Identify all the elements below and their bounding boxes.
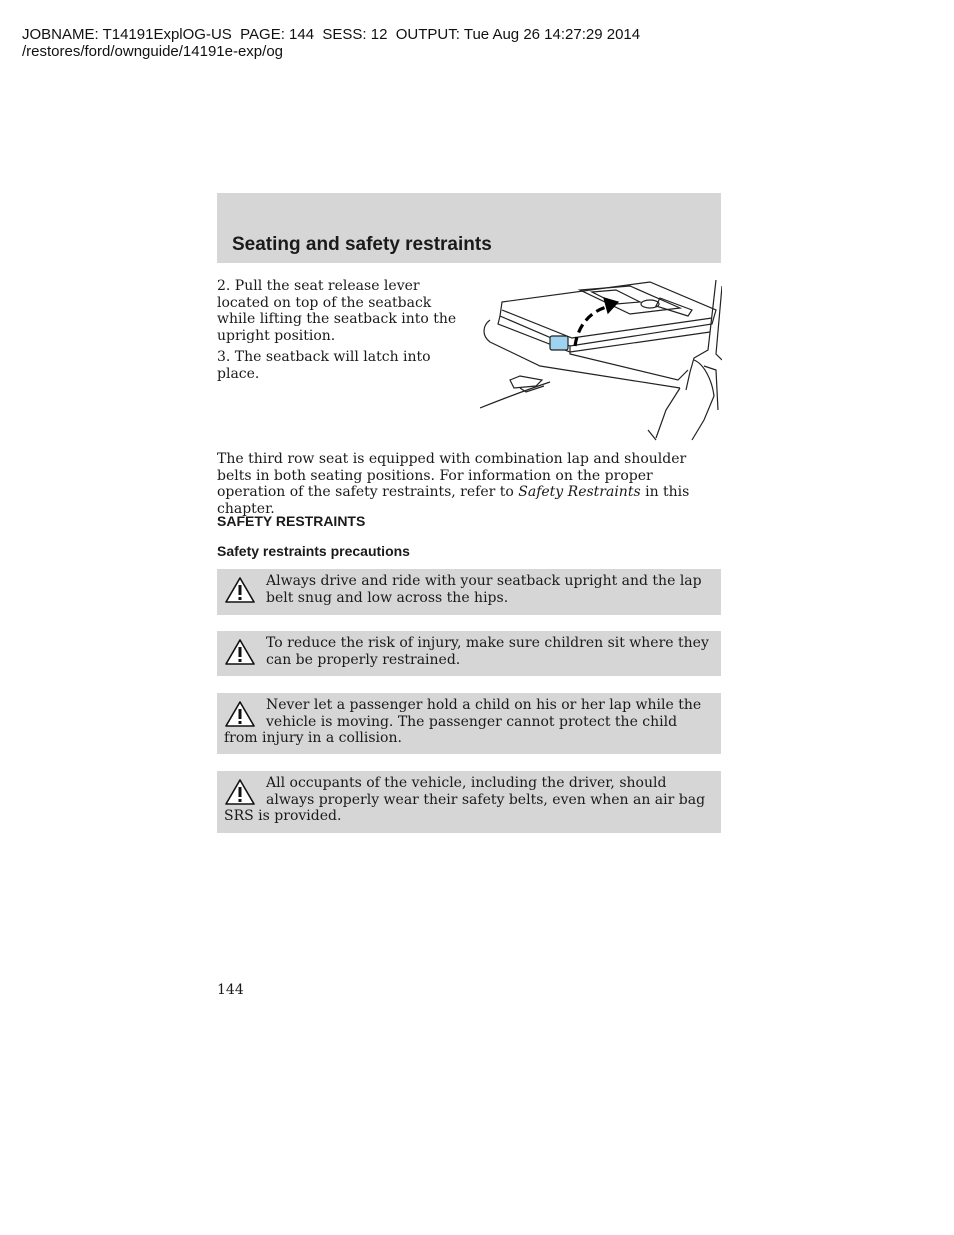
- step-2: 2. Pull the seat release lever located on top of the seatback while lifting the seatback into the upright position.: [217, 278, 457, 344]
- intro-text-end: in this chapter.: [217, 484, 690, 517]
- warning-text: Never let a passenger hold a child on his or her lap while the vehicle is moving. The passenger cannot protect the child from injury in a collision.: [224, 697, 702, 747]
- page-number: 144: [217, 982, 244, 998]
- subsection-heading: Safety restraints precautions: [217, 543, 410, 559]
- section-heading: SAFETY RESTRAINTS: [217, 513, 366, 529]
- warning-triangle-icon: [224, 576, 256, 604]
- seatback-illustration: [480, 280, 722, 442]
- warning-box: [217, 631, 721, 676]
- warning-text: Always drive and ride with your seatback upright and the lap belt snug and low across the hips.: [266, 573, 702, 606]
- job-info-line1: JOBNAME: T14191ExplOG-US PAGE: 144 SESS: 12 OUTPUT: Tue Aug 26 14:27:29 2014: [22, 26, 641, 43]
- warning-triangle-icon: [224, 778, 256, 806]
- third-row-belts-paragraph: [217, 451, 721, 517]
- step-3: 3. The seatback will latch into place.: [217, 349, 431, 382]
- safety-restraints-reference: Safety Restraints: [518, 484, 641, 501]
- warning-box: [217, 771, 721, 833]
- job-info: [22, 26, 640, 60]
- warning-box: [217, 569, 721, 615]
- warning-text: All occupants of the vehicle, including the driver, should always properly wear their safety belts, even when an air bag SRS is provided.: [224, 775, 706, 825]
- warning-text: To reduce the risk of injury, make sure children sit where they can be properly restrained.: [266, 635, 709, 668]
- intro-text: The third row seat is equipped with combination lap and shoulder belts in both seating positions. For information on the proper operation of the safety restraints, refer to: [217, 451, 687, 501]
- warning-triangle-icon: [224, 700, 256, 728]
- warning-triangle-icon: [224, 638, 256, 666]
- job-info-line2: /restores/ford/ownguide/14191e-exp/og: [22, 43, 284, 60]
- warning-box: [217, 693, 721, 754]
- page-title: Seating and safety restraints: [232, 234, 492, 255]
- step-list: [217, 278, 473, 388]
- section-header-band: [217, 193, 721, 263]
